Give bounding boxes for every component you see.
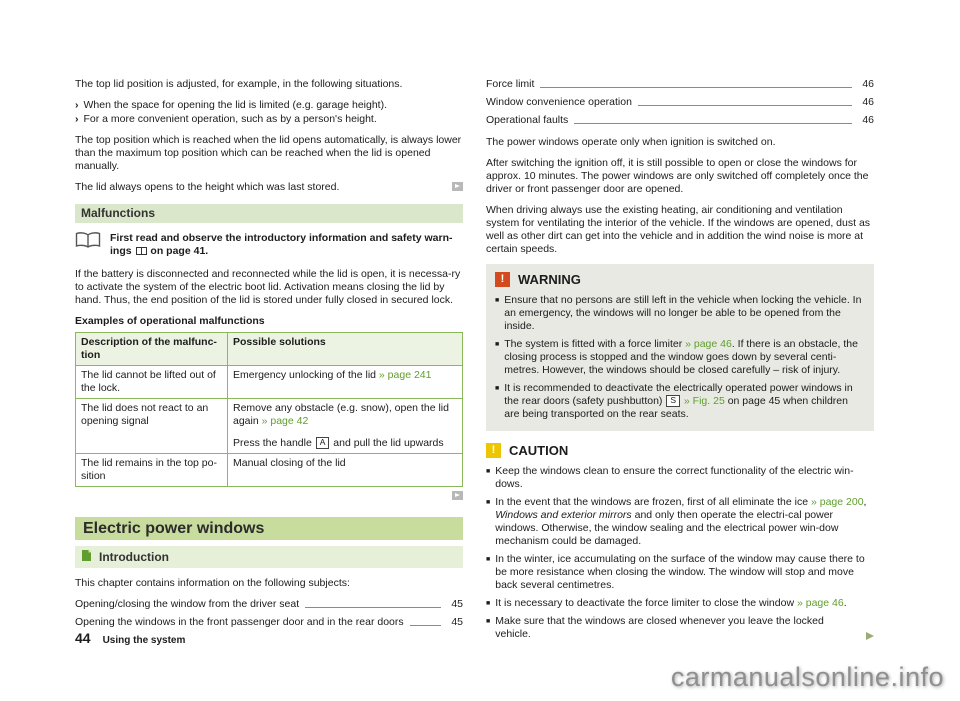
toc-label: Window convenience operation	[486, 96, 632, 108]
toc-entry[interactable]	[486, 96, 874, 109]
list-item-text: When the space for opening the lid is limited (e.g. garage height).	[83, 99, 388, 111]
toc-label: Opening the windows in the front passenger door and in the rear doors	[75, 616, 404, 628]
table-row	[76, 454, 463, 487]
text-segment: Make sure that the windows are closed whenever you leave the locked vehicle.	[495, 615, 824, 640]
toc-leader-line	[305, 607, 441, 608]
toc-leader-line	[410, 625, 441, 626]
key-symbol: A	[316, 437, 330, 449]
text-segment: Remove any obstacle (e.g. snow), open the lid again	[233, 402, 449, 427]
right-column	[486, 78, 874, 646]
paragraph: If the battery is disconnected and reconnected while the lid is open, it is necessa-ry to activate the system of the electric boot lid. Activation means closing the lid by hand. Thus, the end position of the lid is stored under fully closed in secured lock.	[75, 268, 461, 306]
caution-item	[486, 496, 874, 548]
text-segment: First read and observe the introductory information and safety warn-ings	[110, 232, 453, 257]
text-segment: In the winter, ice accumulating on the surface of the window may cause there to be more resistance when closing the window. The window will stop and move back several centimetres.	[495, 553, 865, 591]
table-row	[76, 399, 463, 454]
column-header: Possible solutions	[228, 333, 463, 366]
paragraph: The top lid position is adjusted, for example, in the following situations.	[75, 78, 403, 90]
continuation-marker	[75, 490, 463, 501]
solution-line	[233, 457, 457, 470]
page-number: 44	[75, 630, 91, 646]
toc-entry[interactable]	[75, 598, 463, 611]
warning-item-text	[504, 382, 865, 421]
toc-label: Opening/closing the window from the driver seat	[75, 598, 300, 610]
bullet-list	[75, 99, 463, 126]
continuation-marker-icon	[452, 182, 463, 191]
paragraph: After switching the ignition off, it is still possible to open or close the windows for approx. 10 minutes. The power windows are only switched off completely once the driver or front passenger door are opened.	[486, 157, 869, 195]
caution-header	[486, 443, 874, 458]
square-bullet: ■	[486, 499, 491, 506]
solution-line	[233, 369, 457, 382]
square-bullet: ■	[486, 600, 491, 607]
text-segment: Press the handle	[233, 437, 315, 449]
section-header-malfunctions: Malfunctions	[75, 204, 463, 223]
warning-item	[495, 382, 865, 421]
page-link[interactable]: » page 46	[796, 597, 844, 609]
text-segment: on page 41.	[147, 245, 209, 257]
caution-item	[486, 465, 874, 491]
square-bullet: ■	[495, 341, 500, 348]
toc-leader-line	[574, 123, 852, 124]
paragraph	[75, 181, 463, 194]
text-segment: .	[843, 597, 847, 609]
text-segment: In the event that the windows are frozen, first of all eliminate the ice	[495, 496, 811, 508]
caution-item	[486, 553, 874, 592]
text-segment: Keep the windows clean to ensure the correct functionality of the electric win-dows.	[495, 465, 854, 490]
note-text	[110, 232, 463, 258]
toc-label: Force limit	[486, 78, 535, 90]
square-bullet: ■	[486, 468, 491, 475]
chevron-bullet: ›	[75, 99, 79, 111]
toc-page-number: 46	[862, 114, 874, 126]
square-bullet: ■	[486, 556, 491, 563]
warning-title: WARNING	[518, 272, 581, 287]
text-segment: Emergency unlocking of the lid	[233, 369, 379, 381]
table-cell-description: The lid cannot be lifted out of the lock.	[76, 366, 228, 399]
malfunctions-table	[75, 332, 463, 487]
table-caption: Examples of operational malfunctions	[75, 315, 265, 327]
book-icon	[136, 247, 147, 255]
paragraph: This chapter contains information on the following subjects:	[75, 577, 350, 589]
caution-item-text	[495, 597, 874, 610]
list-item	[75, 113, 463, 126]
caution-item-text	[495, 553, 874, 592]
toc-page-number: 46	[862, 96, 874, 108]
list-item	[75, 99, 463, 112]
square-bullet: ■	[486, 618, 491, 625]
text-segment: and only then operate the electri-cal power windows. Otherwise, the window sealing and the electrical power win-dow mechanism could be damaged.	[495, 509, 839, 547]
open-book-icon	[75, 232, 101, 253]
subsection-header-introduction	[75, 546, 463, 568]
paragraph-text: The lid always opens to the height which was last stored.	[75, 181, 340, 193]
warning-item	[495, 294, 865, 333]
table-header-row	[76, 333, 463, 366]
toc-entry[interactable]	[486, 78, 874, 91]
table-cell-solution	[228, 399, 463, 454]
toc-entry[interactable]	[75, 616, 463, 629]
square-bullet: ■	[495, 385, 500, 392]
caution-title: CAUTION	[509, 443, 569, 458]
page-link[interactable]: » page 200	[810, 496, 864, 508]
solution-line	[233, 437, 457, 450]
paragraph: When driving always use the existing heating, air conditioning and ventilation system for ventilating the interior of the vehicle. If the windows are opened, dust as well as other dirt can get into the vehicle and in addition the wind noise is more at certain speeds.	[486, 204, 871, 255]
solution-line	[233, 402, 457, 428]
toc-page-number: 45	[451, 598, 463, 610]
page-link[interactable]: » page 46	[685, 338, 732, 350]
warning-item	[495, 338, 865, 377]
caution-item-text	[495, 465, 874, 491]
text-segment: Ensure that no persons are still left in the vehicle when locking the vehicle. In an emergency, the windows will no longer be able to be opened from the inside.	[504, 294, 862, 332]
page-link[interactable]: » page 42	[261, 415, 309, 427]
chevron-bullet: ›	[75, 113, 79, 125]
continuation-arrow-icon	[866, 632, 874, 640]
text-segment: It is necessary to deactivate the force limiter to close the window	[495, 597, 797, 609]
paragraph: The top position which is reached when the lid opens automatically, is always lower than the maximum top position which can be reached when the lid is opened manually.	[75, 134, 462, 172]
table-cell-description: The lid does not react to an opening signal	[76, 399, 228, 454]
text-segment: ,	[863, 496, 867, 508]
table-cell-solution	[228, 366, 463, 399]
toc-entry[interactable]	[486, 114, 874, 127]
page-footer	[75, 630, 185, 646]
italic-text: Windows and exterior mirrors	[495, 509, 632, 521]
caution-item	[486, 597, 874, 610]
toc-page-number: 46	[862, 78, 874, 90]
footer-section-label: Using the system	[102, 635, 186, 646]
left-column	[75, 78, 463, 634]
caution-item-text	[495, 615, 874, 641]
key-symbol: S	[666, 395, 680, 407]
continuation-marker-icon	[452, 491, 463, 500]
read-first-note	[75, 232, 463, 258]
text-segment: The system is fitted with a force limiter	[504, 338, 686, 350]
text-segment: Manual closing of the lid	[233, 457, 346, 469]
chapter-header-electric-power-windows: Electric power windows	[75, 517, 463, 540]
table-row	[76, 366, 463, 399]
toc-label: Operational faults	[486, 114, 569, 126]
text-segment: on page 45 when children are being transported on the rear seats.	[504, 395, 848, 420]
toc-leader-line	[540, 87, 852, 88]
caution-item-text	[495, 496, 874, 548]
introduction-icon	[81, 549, 92, 565]
caution-item	[486, 615, 874, 641]
text-segment: It is recommended to deactivate the electrically operated power windows in the rear doors (safety pushbutton)	[504, 382, 853, 407]
warning-item-text	[504, 338, 865, 377]
table-cell-solution	[228, 454, 463, 487]
subsection-title: Introduction	[99, 549, 169, 564]
toc-page-number: 45	[451, 616, 463, 628]
warning-box	[486, 264, 874, 431]
column-header: Description of the malfunc-tion	[76, 333, 228, 366]
text-segment: . If there is an obstacle, the closing process is stopped and the window goes down by several centi-metres. However, the windows should be closed carefully – risk of injury.	[504, 338, 858, 376]
table-cell-description: The lid remains in the top po-sition	[76, 454, 228, 487]
toc-leader-line	[638, 105, 852, 106]
warning-icon: !	[495, 272, 510, 287]
warning-item-text	[504, 294, 865, 333]
watermark: carmanualsonline.info	[670, 662, 944, 692]
text-segment: and pull the lid upwards	[330, 437, 444, 449]
page-link[interactable]: » Fig. 25	[683, 395, 725, 407]
paragraph: The power windows operate only when ignition is switched on.	[486, 136, 776, 148]
warning-header	[495, 272, 865, 287]
caution-icon: !	[486, 443, 501, 458]
page-link[interactable]: » page 241	[378, 369, 432, 381]
square-bullet: ■	[495, 297, 500, 304]
list-item-text: For a more convenient operation, such as by a person's height.	[83, 113, 377, 125]
